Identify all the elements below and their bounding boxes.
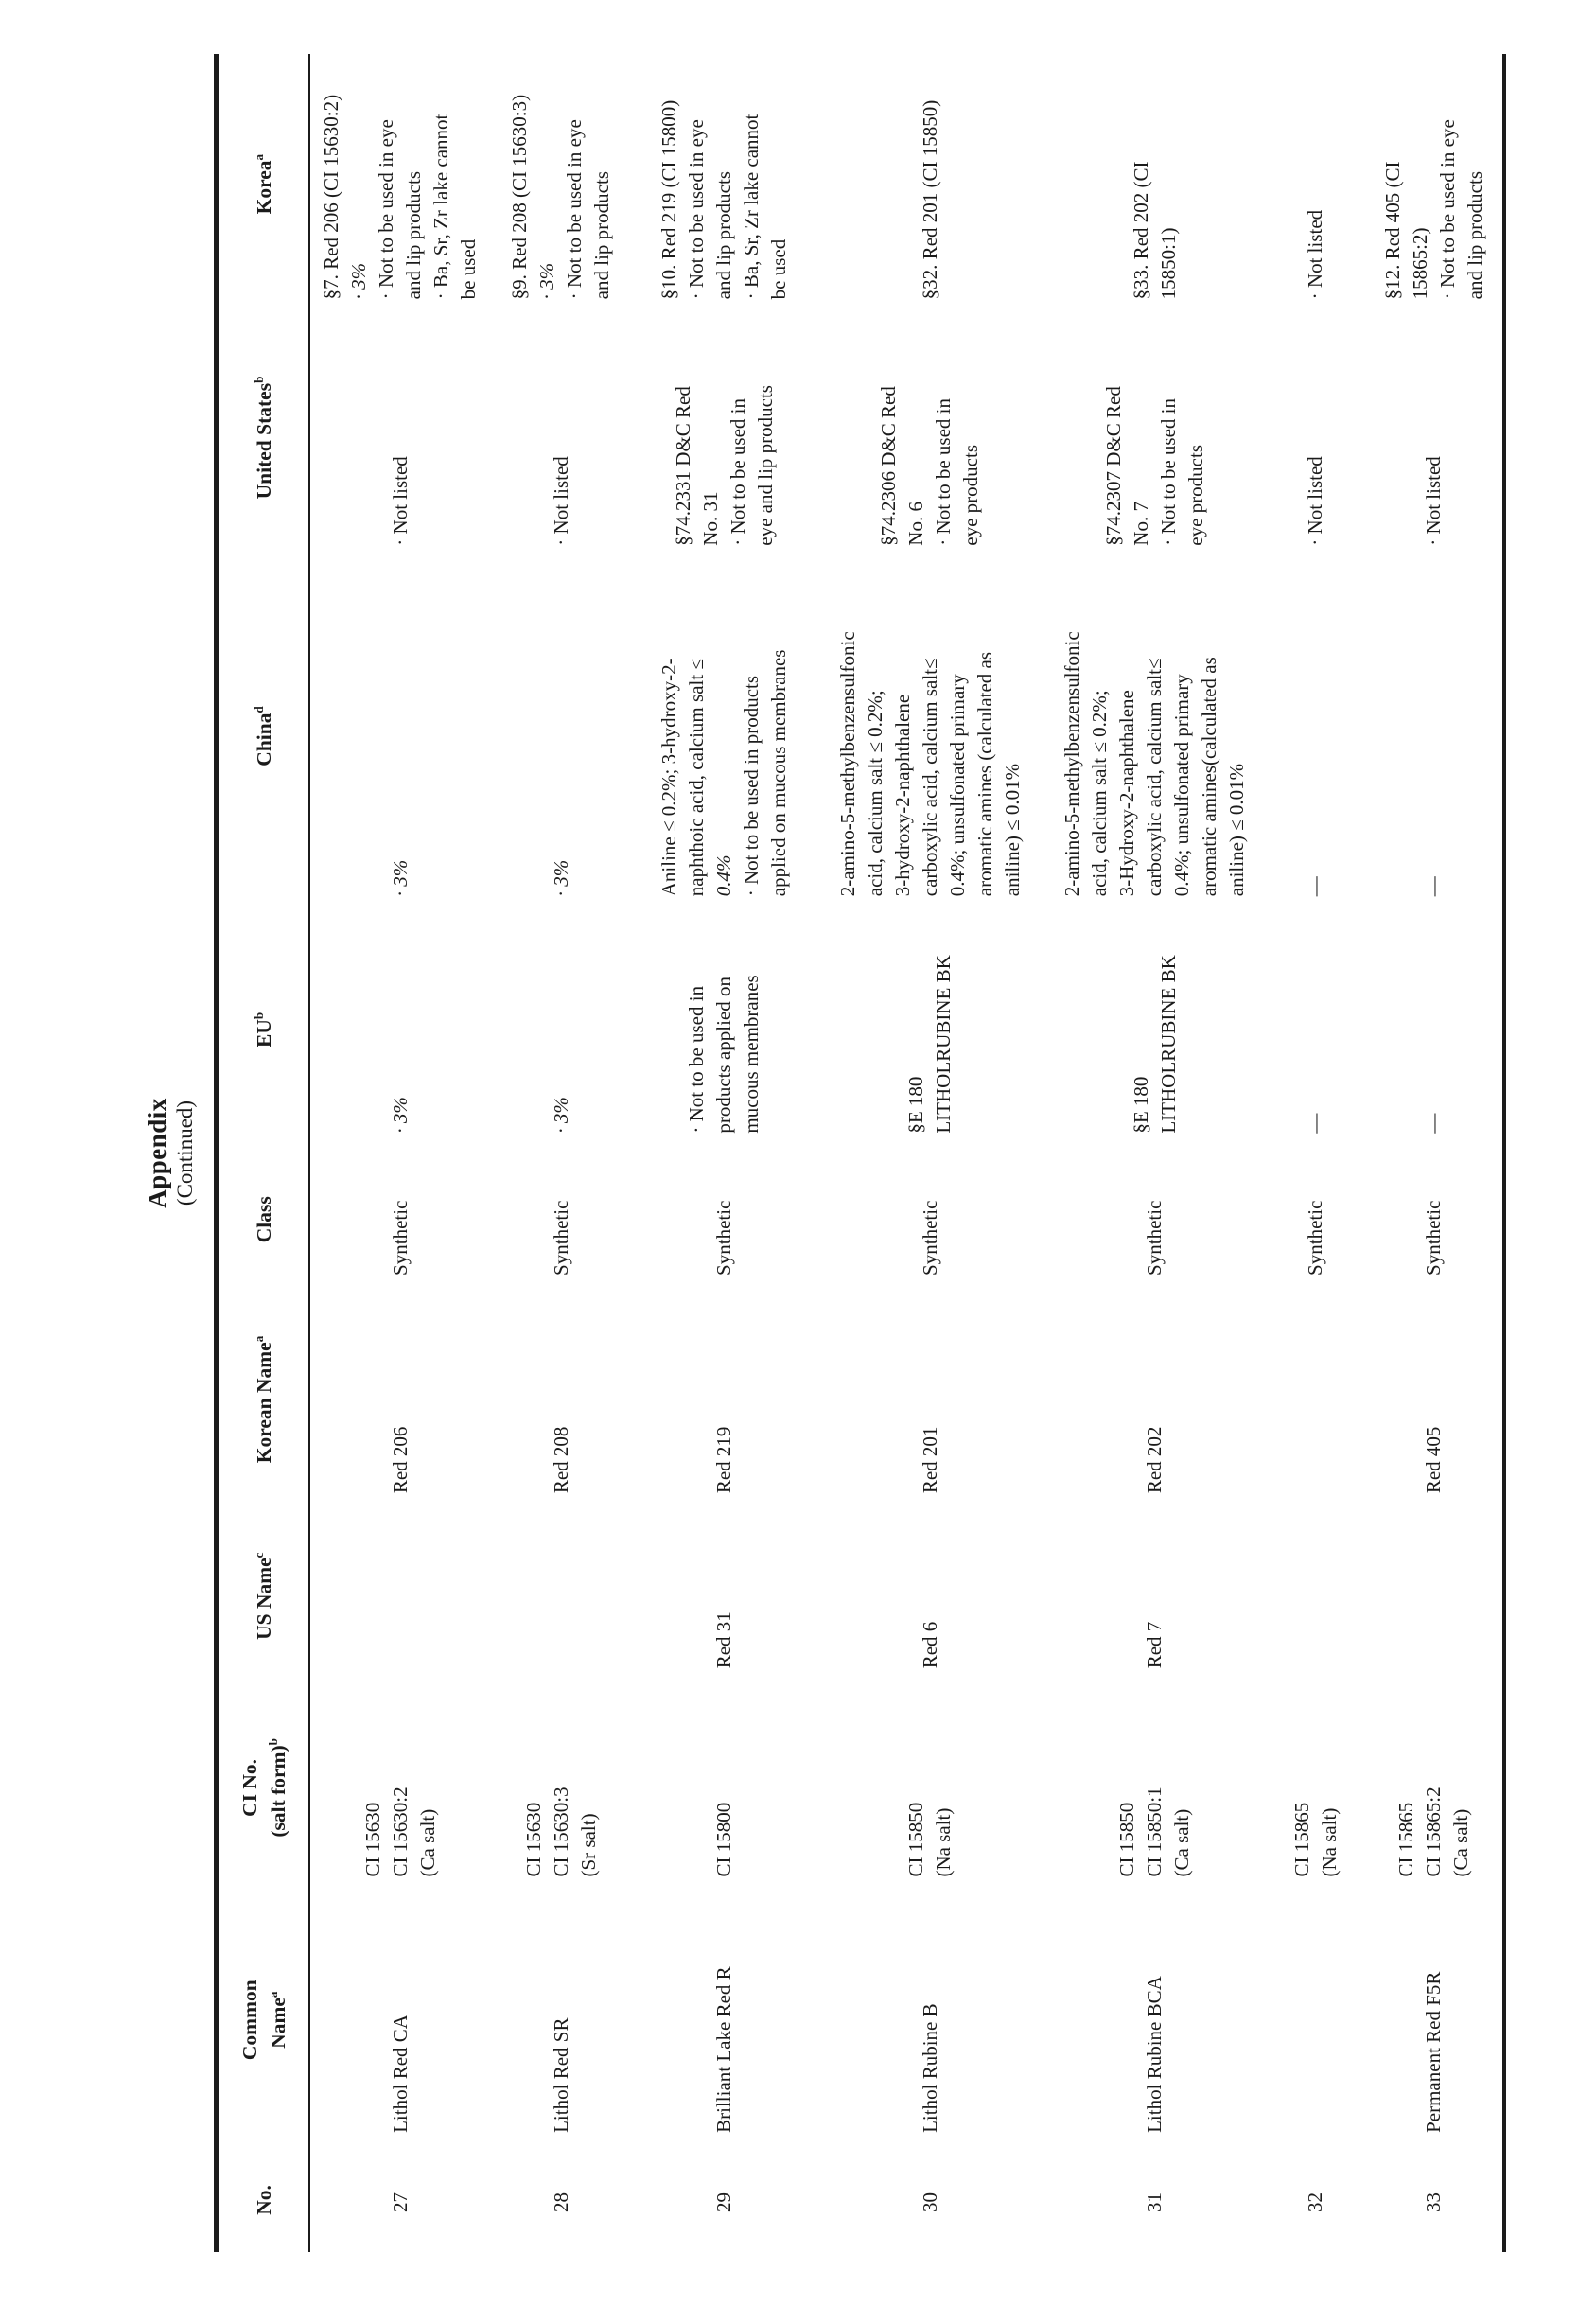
cell-line: Red 202 [1143, 1426, 1166, 1494]
cell-line: · 3% [347, 262, 370, 300]
header-label: China$^d$ [251, 706, 275, 766]
page-title: Appendix [143, 1098, 171, 1208]
cell-line: · Not to be used in [685, 985, 708, 1134]
cell-line: · 3% [388, 859, 412, 897]
cell-line: eye and lip products [753, 385, 777, 546]
cell-china [490, 561, 632, 912]
cell-ci_no [632, 1683, 816, 1892]
cell-line: Red 405 [1422, 1426, 1445, 1494]
cell-line: aniline) ≤ 0.01% [1225, 763, 1248, 897]
cell-no [310, 2148, 490, 2252]
cell-ci_no [1365, 1683, 1502, 1892]
cell-common_name [816, 1892, 1044, 2148]
cell-common_name [310, 1892, 490, 2148]
cell-line: · Not to be used in [1156, 397, 1180, 546]
cell-line: §10. Red 219 (CI 15800) [658, 99, 680, 300]
cell-line: Permanent Red F5R [1422, 1971, 1445, 2133]
cell-line: CI 15630 [360, 1802, 384, 1877]
cell-line: 0.4% [712, 854, 735, 897]
cell-line: 31 [1143, 2192, 1166, 2212]
cell-us_name [1365, 1508, 1502, 1683]
header-label: Korea$^a$ [251, 153, 275, 215]
cell-line: — [1304, 1113, 1326, 1134]
cell-line: Synthetic [388, 1200, 412, 1276]
cell-line: §74.2306 D&C Red [877, 386, 900, 546]
cell-line: — [1304, 876, 1326, 897]
cell-line: · Not listed [388, 456, 412, 546]
cell-korea [632, 54, 816, 314]
cell-eu [490, 911, 632, 1148]
cell-line: (Sr salt) [576, 1813, 600, 1877]
cell-korea [1365, 54, 1502, 314]
cell-korea [816, 54, 1044, 314]
cell-line: naphthoic acid, calcium salt ≤ [685, 659, 708, 897]
header-label: Common [237, 1980, 261, 2061]
cell-no [1266, 2148, 1365, 2252]
cell-line: (Na salt) [1317, 1807, 1341, 1877]
cell-line: · Not to be used in eye [375, 119, 397, 300]
cell-china [632, 561, 816, 912]
cell-line: Lithol Red CA [388, 2015, 412, 2133]
cell-line: CI 15865 [1394, 1802, 1417, 1877]
cell-no [1365, 2148, 1502, 2252]
cell-united_states [310, 314, 490, 560]
cell-ci_no [490, 1683, 632, 1892]
cell-line: acid, calcium salt ≤ 0.2%; [1088, 690, 1111, 897]
appendix-table [214, 54, 1506, 2252]
cell-line: Synthetic [1143, 1200, 1166, 1276]
cell-common_name [1365, 1892, 1502, 2148]
cell-line: · 3% [549, 859, 572, 897]
cell-line: Red 219 [712, 1426, 735, 1494]
cell-class [310, 1149, 490, 1291]
cell-line: §32. Red 201 (CI 15850) [918, 99, 941, 300]
cell-line: CI 15850 [904, 1802, 927, 1877]
cell-no [490, 2148, 632, 2252]
cell-line: CI 15865:2 [1422, 1787, 1445, 1877]
cell-class [816, 1149, 1044, 1291]
cell-korean_name [1266, 1291, 1365, 1508]
cell-no [816, 2148, 1044, 2252]
cell-line: — [1422, 876, 1445, 897]
cell-line: Lithol Rubine B [918, 2003, 941, 2133]
header-cell-class [219, 1149, 308, 1291]
cell-line: No. 7 [1129, 502, 1152, 546]
cell-eu [310, 911, 490, 1148]
cell-line: LITHOLRUBINE BK [1156, 955, 1180, 1134]
cell-line: (Ca salt) [415, 1808, 439, 1877]
cell-line: acid, calcium salt ≤ 0.2%; [863, 690, 886, 897]
cell-line: 33 [1422, 2192, 1445, 2212]
table-header-row [219, 54, 310, 2252]
header-label: No. [252, 2185, 275, 2215]
header-cell-korean_name [219, 1291, 308, 1508]
cell-line: Red 6 [918, 1621, 941, 1669]
cell-line: CI 15800 [712, 1802, 735, 1877]
cell-ci_no [1044, 1683, 1266, 1892]
cell-common_name [490, 1892, 632, 2148]
cell-korea [1044, 54, 1266, 314]
table-row [1365, 54, 1502, 2252]
header-label: United States$^b$ [251, 376, 275, 500]
cell-line: Red 208 [549, 1426, 572, 1494]
cell-common_name [632, 1892, 816, 2148]
cell-line: · Not to be used in eye [1435, 119, 1459, 300]
cell-line: Lithol Red SR [549, 2017, 572, 2133]
cell-eu [632, 911, 816, 1148]
cell-line: 2-amino-5-methylbenzensulfonic [835, 631, 859, 897]
cell-united_states [1044, 314, 1266, 560]
cell-line: No. 6 [904, 502, 927, 546]
header-cell-united_states [219, 314, 308, 560]
cell-line: Aniline ≤ 0.2%; 3-hydroxy-2- [658, 658, 680, 897]
cell-eu [1044, 911, 1266, 1148]
cell-class [1266, 1149, 1365, 1291]
header-label: (salt form)$^b$ [265, 1738, 289, 1838]
cell-line: Synthetic [712, 1200, 735, 1276]
header-cell-no [219, 2148, 308, 2252]
table-row [816, 54, 1044, 2252]
cell-us_name [816, 1508, 1044, 1683]
cell-united_states [1266, 314, 1365, 560]
header-cell-ci_no [219, 1683, 308, 1892]
cell-line: Red 7 [1143, 1621, 1166, 1669]
cell-class [1044, 1149, 1266, 1291]
table-row [310, 54, 490, 2252]
cell-line: · Not to be used in eye [563, 119, 586, 300]
cell-line: carboxylic acid, calcium salt≤ [918, 658, 941, 897]
cell-korea [310, 54, 490, 314]
cell-korean_name [632, 1291, 816, 1508]
cell-line: 30 [918, 2192, 941, 2212]
cell-korean_name [490, 1291, 632, 1508]
cell-us_name [310, 1508, 490, 1683]
cell-united_states [490, 314, 632, 560]
cell-line: 27 [388, 2192, 412, 2212]
cell-line: products applied on [712, 977, 735, 1134]
cell-line: §9. Red 208 (CI 15630:3) [508, 94, 531, 300]
footnote-marker: b [251, 1012, 266, 1020]
cell-line: Red 206 [388, 1426, 412, 1494]
cell-line: 2-amino-5-methylbenzensulfonic [1061, 631, 1083, 897]
cell-korean_name [816, 1291, 1044, 1508]
cell-ci_no [816, 1683, 1044, 1892]
cell-line: CI 15850 [1115, 1802, 1138, 1877]
cell-line: mucous membranes [740, 975, 763, 1134]
cell-line: §E 180 [1129, 1076, 1152, 1134]
cell-line: · Not to be used in [932, 397, 955, 546]
cell-line: 3-Hydroxy-2-naphthalene [1115, 690, 1138, 897]
cell-line: eye products [1184, 445, 1207, 546]
cell-line: aromatic amines (calculated as [973, 651, 996, 897]
cell-no [632, 2148, 816, 2252]
cell-line: CI 15630:3 [549, 1787, 572, 1877]
cell-line: §12. Red 405 (CI [1380, 161, 1404, 300]
cell-us_name [490, 1508, 632, 1683]
cell-line: · Not to be used in products [740, 675, 763, 897]
cell-korean_name [310, 1291, 490, 1508]
cell-line: and lip products [712, 171, 735, 300]
cell-line: · 3% [535, 262, 558, 300]
cell-china [816, 561, 1044, 912]
cell-line: · Not to be used in eye [685, 119, 708, 300]
cell-line: 32 [1304, 2192, 1326, 2212]
cell-line: · Ba, Sr, Zr lake cannot [430, 114, 452, 300]
cell-line: CI 15850:1 [1143, 1787, 1166, 1877]
cell-line: · Ba, Sr, Zr lake cannot [740, 114, 763, 300]
header-label: Name$^a$ [265, 1991, 289, 2049]
cell-united_states [632, 314, 816, 560]
cell-line: CI 15630 [521, 1802, 545, 1877]
cell-line: and lip products [402, 171, 425, 300]
cell-line: 15850:1) [1156, 227, 1180, 300]
cell-line: (Ca salt) [1170, 1808, 1193, 1877]
cell-china [1266, 561, 1365, 912]
cell-line: 0.4%; unsulfonated primary [1170, 674, 1193, 897]
footnote-marker: a [265, 1991, 280, 1998]
cell-line: · Not to be used in [726, 397, 749, 546]
cell-line: Synthetic [1422, 1200, 1445, 1276]
cell-line: · 3% [388, 1097, 412, 1134]
cell-ci_no [310, 1683, 490, 1892]
cell-line: §E 180 [904, 1076, 927, 1134]
table-row [490, 54, 632, 2252]
cell-eu [816, 911, 1044, 1148]
footnote-marker: d [251, 706, 266, 713]
cell-line: 3-hydroxy-2-naphthalene [890, 694, 914, 897]
title-block [142, 54, 199, 2252]
cell-china [310, 561, 490, 912]
header-label: CI No. [237, 1758, 261, 1817]
header-label: Korean Name$^a$ [251, 1335, 275, 1464]
cell-korea [1266, 54, 1365, 314]
cell-line: · Not listed [1304, 209, 1326, 300]
cell-line: (Ca salt) [1449, 1808, 1472, 1877]
footnote-marker: a [251, 1335, 266, 1343]
table-row [1266, 54, 1365, 2252]
cell-line: aromatic amines(calculated as [1198, 657, 1220, 897]
cell-line: Lithol Rubine BCA [1143, 1976, 1166, 2133]
cell-korea [490, 54, 632, 314]
cell-line: carboxylic acid, calcium salt≤ [1143, 658, 1166, 897]
cell-line: 0.4%; unsulfonated primary [945, 674, 969, 897]
cell-united_states [816, 314, 1044, 560]
cell-no [1044, 2148, 1266, 2252]
cell-china [1365, 561, 1502, 912]
cell-line: be used [767, 238, 790, 300]
header-cell-korea [219, 54, 308, 314]
cell-line: · Not listed [1422, 456, 1445, 546]
cell-eu [1266, 911, 1365, 1148]
cell-line: No. 31 [698, 491, 722, 546]
cell-line: 29 [712, 2192, 735, 2212]
cell-china [1044, 561, 1266, 912]
cell-korean_name [1365, 1291, 1502, 1508]
header-cell-us_name [219, 1508, 308, 1683]
cell-line: §7. Red 206 (CI 15630:2) [320, 94, 342, 300]
cell-line: and lip products [1463, 171, 1486, 300]
header-label: Class [252, 1196, 275, 1243]
header-cell-common_name [219, 1892, 308, 2148]
table-row [1044, 54, 1266, 2252]
cell-common_name [1044, 1892, 1266, 2148]
cell-common_name [1266, 1892, 1365, 2148]
cell-line: be used [457, 238, 480, 300]
cell-eu [1365, 911, 1502, 1148]
cell-ci_no [1266, 1683, 1365, 1892]
cell-line: Synthetic [1304, 1200, 1326, 1276]
footnote-marker: a [251, 153, 266, 161]
cell-line: CI 15630:2 [388, 1787, 412, 1877]
cell-line: aniline) ≤ 0.01% [1000, 763, 1024, 897]
cell-line: Red 201 [918, 1426, 941, 1494]
cell-us_name [1266, 1508, 1365, 1683]
cell-class [1365, 1149, 1502, 1291]
footnote-marker: b [265, 1738, 280, 1746]
cell-line: Red 31 [712, 1611, 735, 1669]
cell-line: · Not listed [549, 456, 572, 546]
cell-line: 15865:2) [1408, 227, 1431, 300]
header-label: $EU^b$ [251, 1012, 275, 1047]
table-row [632, 54, 816, 2252]
cell-line: CI 15865 [1289, 1802, 1313, 1877]
cell-line: · 3% [549, 1097, 572, 1134]
cell-line: — [1422, 1113, 1445, 1134]
header-cell-china [219, 561, 308, 912]
header-cell-eu [219, 911, 308, 1148]
cell-line: eye products [959, 445, 982, 546]
footnote-marker: b [251, 376, 266, 383]
cell-line: (Na salt) [932, 1807, 955, 1877]
cell-class [632, 1149, 816, 1291]
cell-korean_name [1044, 1291, 1266, 1508]
cell-line: Brilliant Lake Red R [712, 1966, 735, 2133]
cell-line: §74.2331 D&C Red [671, 386, 694, 546]
page-subtitle: (Continued) [173, 1100, 197, 1206]
cell-line: 28 [549, 2192, 572, 2212]
cell-us_name [632, 1508, 816, 1683]
cell-united_states [1365, 314, 1502, 560]
footnote-marker: c [251, 1552, 266, 1558]
cell-line: §74.2307 D&C Red [1101, 386, 1125, 546]
cell-line: Synthetic [918, 1200, 941, 1276]
cell-line: · Not listed [1304, 456, 1326, 546]
cell-line: Synthetic [549, 1200, 572, 1276]
cell-line: §33. Red 202 (CI [1129, 161, 1152, 300]
cell-class [490, 1149, 632, 1291]
cell-us_name [1044, 1508, 1266, 1683]
header-label: US Name$^c$ [251, 1552, 275, 1640]
cell-line: LITHOLRUBINE BK [932, 955, 955, 1134]
cell-line: and lip products [590, 171, 613, 300]
cell-line: applied on mucous membranes [767, 649, 790, 897]
